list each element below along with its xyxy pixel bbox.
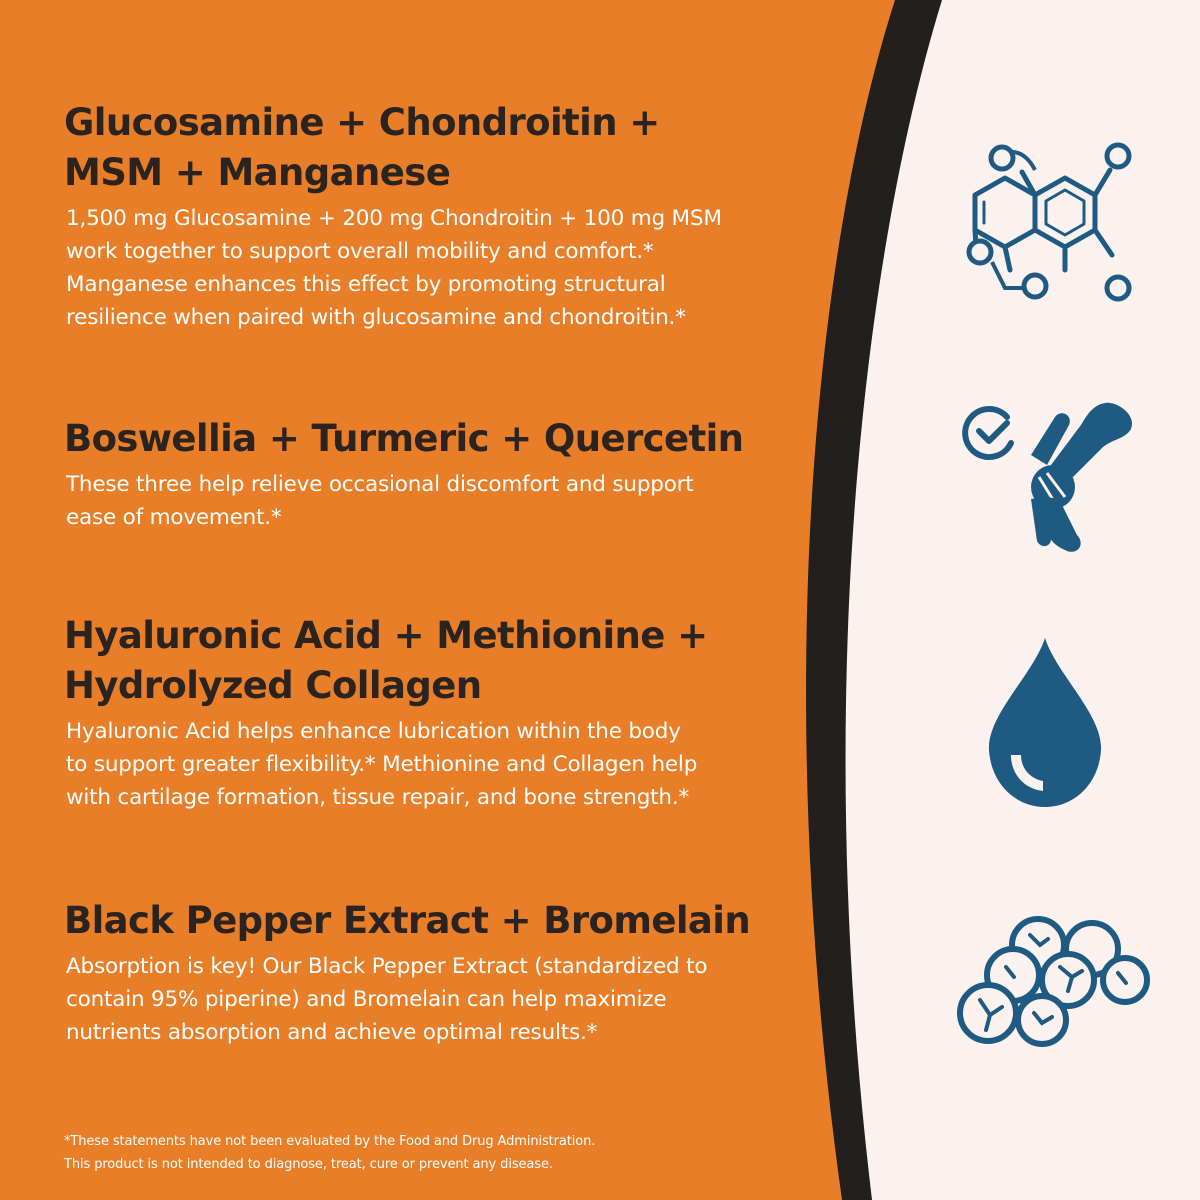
body-line: with cartilage formation, tissue repair, and bone strength.* bbox=[66, 785, 690, 810]
section-body bbox=[66, 468, 764, 534]
section-body bbox=[66, 950, 764, 1049]
title-line: Hydrolyzed Collagen bbox=[64, 664, 482, 707]
section-body bbox=[66, 715, 764, 814]
body-line: contain 95% piperine) and Bromelain can help maximize bbox=[66, 987, 667, 1012]
body-line: These three help relieve occasional discomfort and support bbox=[66, 472, 694, 497]
section-glucosamine bbox=[64, 98, 764, 334]
knee-joint-check-icon bbox=[955, 395, 1145, 555]
body-line: work together to support overall mobility and comfort.* bbox=[66, 239, 654, 264]
disclaimer-line: *These statements have not been evaluated by the Food and Drug Administration. bbox=[64, 1134, 596, 1149]
disclaimer-line: This product is not intended to diagnose, treat, cure or prevent any disease. bbox=[64, 1157, 553, 1172]
title-line: Hyaluronic Acid + Methionine + bbox=[64, 614, 708, 657]
body-line: Absorption is key! Our Black Pepper Extract (standardized to bbox=[66, 954, 708, 979]
water-drop-icon bbox=[985, 635, 1105, 810]
section-hyaluronic bbox=[64, 611, 764, 814]
section-body bbox=[66, 202, 764, 334]
title-line: Glucosamine + Chondroitin + bbox=[64, 101, 660, 144]
section-title bbox=[64, 896, 764, 946]
section-title bbox=[64, 98, 764, 198]
section-title bbox=[64, 414, 764, 464]
molecule-icon bbox=[960, 130, 1140, 310]
title-line: Boswellia + Turmeric + Quercetin bbox=[64, 417, 744, 460]
body-line: nutrients absorption and achieve optimal results.* bbox=[66, 1020, 598, 1045]
cell-cluster-icon bbox=[950, 905, 1150, 1055]
section-black-pepper bbox=[64, 896, 764, 1049]
body-line: to support greater flexibility.* Methionine and Collagen help bbox=[66, 752, 698, 777]
body-line: Manganese enhances this effect by promoting structural bbox=[66, 272, 666, 297]
body-line: Hyaluronic Acid helps enhance lubrication within the body bbox=[66, 719, 681, 744]
body-line: 1,500 mg Glucosamine + 200 mg Chondroitin + 100 mg MSM bbox=[66, 206, 722, 231]
disclaimer bbox=[64, 1130, 764, 1176]
body-line: resilience when paired with glucosamine and chondroitin.* bbox=[66, 305, 686, 330]
section-title bbox=[64, 611, 764, 711]
title-line: Black Pepper Extract + Bromelain bbox=[64, 899, 751, 942]
title-line: MSM + Manganese bbox=[64, 151, 451, 194]
body-line: ease of movement.* bbox=[66, 505, 282, 530]
section-boswellia bbox=[64, 414, 764, 534]
